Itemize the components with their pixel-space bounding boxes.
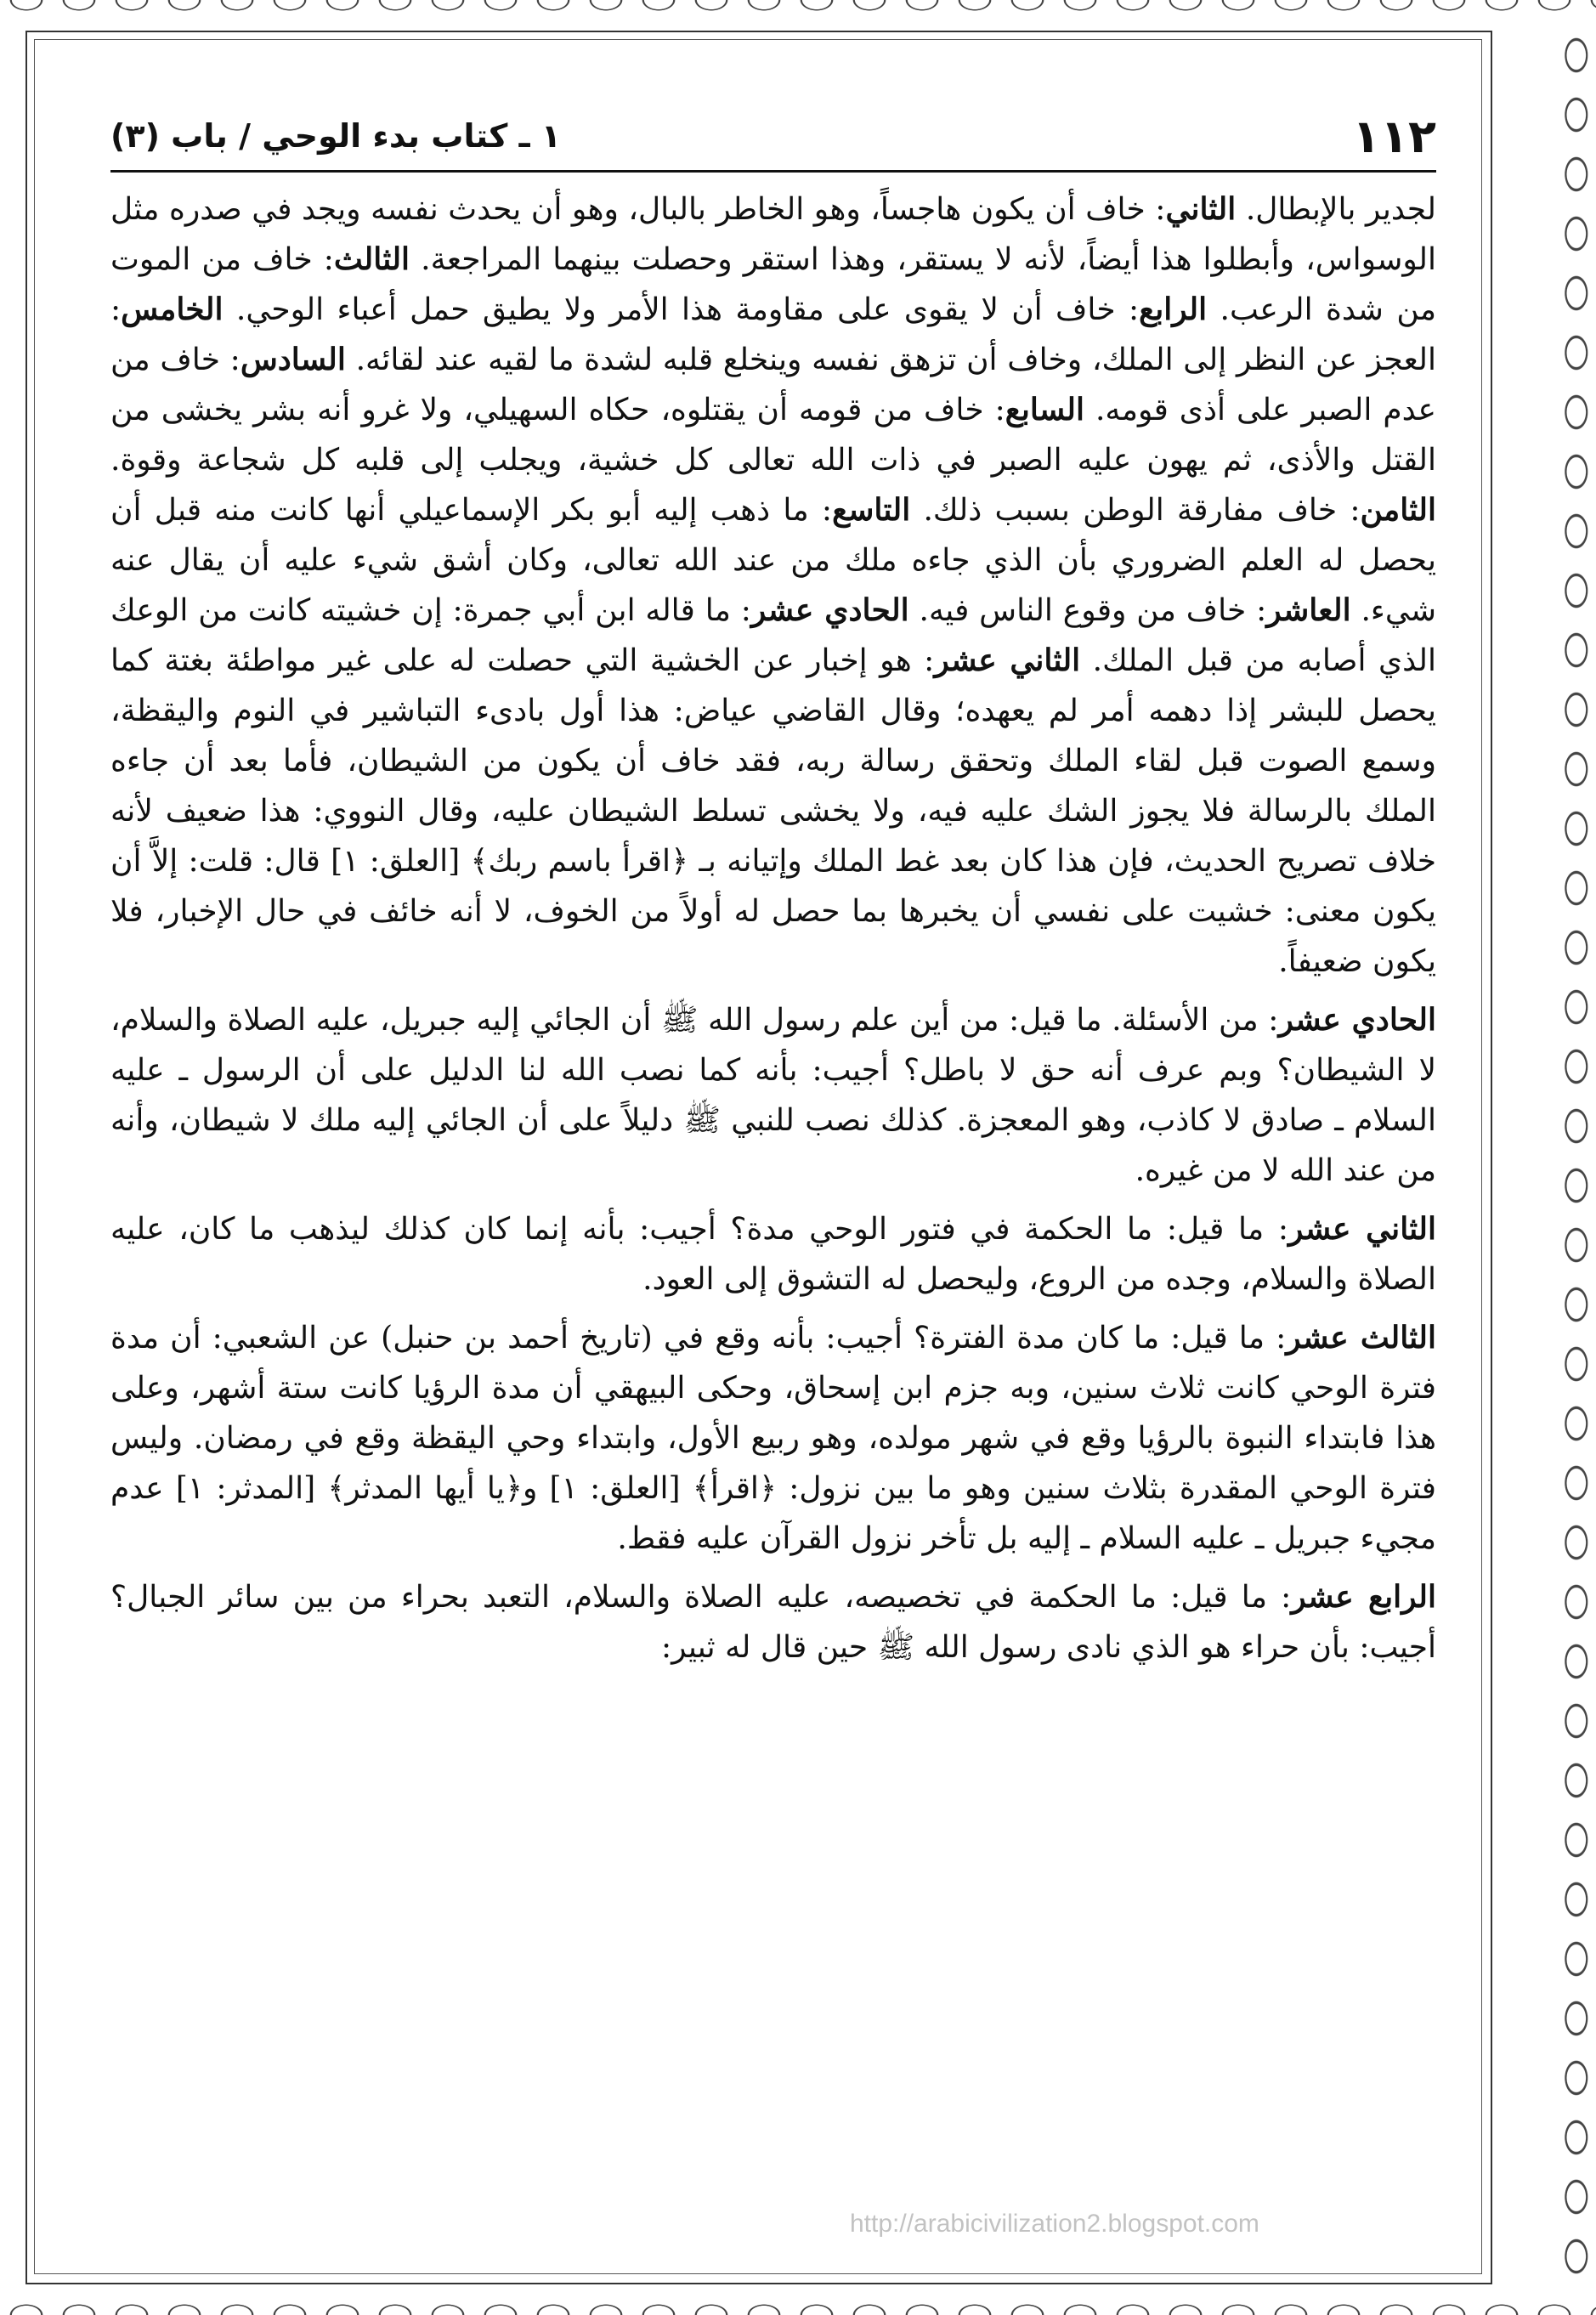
body-text (110, 184, 1436, 1673)
paragraph-text: : خاف أن لا يقوى على مقاومة هذا الأمر ولا يطيق حمل أعباء الوحي. (223, 292, 1140, 327)
section-heading: الثامن (1360, 492, 1436, 528)
paragraph (110, 1572, 1436, 1673)
top-border-ornament (0, 0, 1596, 29)
section-heading: الرابع عشر (1291, 1579, 1436, 1615)
page-number: ١١٢ (1352, 109, 1436, 163)
section-heading: الثالث عشر (1286, 1320, 1436, 1356)
paragraph-text: : خاف من الموت من شدة الرعب. (110, 242, 1437, 327)
right-border-ornament (1547, 25, 1596, 2286)
paragraph-text: : خاف من عدم الصبر على أذى قومه. (110, 342, 1437, 427)
section-heading: السادس (240, 342, 346, 377)
paragraph (110, 1313, 1436, 1564)
paragraph-text: : خاف مفارقة الوطن بسبب ذلك. (910, 493, 1361, 528)
running-title: ١ ـ كتاب بدء الوحي / باب (٣) (110, 117, 562, 155)
book-page (110, 102, 1436, 2261)
paragraph-text: : ما ذهب إليه أبو بكر الإسماعيلي أنها كانت منه قبل أن يحصل له العلم الضروري بأن الذي جاءه ملك من عند الله تعالى، وكان أشق شيء عليه أن يقال عنه شيء. (110, 493, 1436, 628)
paragraph-text: : ما قيل: ما الحكمة في فتور الوحي مدة؟ أجيب: بأنه إنما كان كذلك ليذهب ما كان، عليه الصلاة والسلام، وجده من الروع، وليحصل له التشوق إلى العود. (110, 1212, 1436, 1297)
section-heading: الثاني عشر (1288, 1211, 1436, 1247)
paragraph-text: : العجز عن النظر إلى الملك، وخاف أن تزهق نفسه وينخلع قلبه لشدة ما لقيه عند لقائه. (110, 292, 1436, 377)
paragraph-text: : ما قاله ابن أبي جمرة: إن خشيته كانت من الوعك الذي أصابه من قبل الملك. (110, 593, 1436, 678)
section-heading: الحادي عشر (1278, 1002, 1436, 1038)
section-heading: الخامس (121, 291, 224, 327)
paragraph-text: : ما قيل: ما كان مدة الفترة؟ أجيب: بأنه وقع في (تاريخ أحمد بن حنبل) عن الشعبي: أن مدة فترة الوحي كانت ثلاث سنين، وبه جزم ابن إسحاق، وحكى البيهقي أن مدة الرؤيا كانت ستة أشهر، وعلى هذا فابتداء النبوة بالرؤيا وقع في شهر مولده، وهو ربيع الأول، وابتداء وحي اليقظة وقع في رمضان. وليس فترة الوحي المقدرة بثلاث سنين وهو ما بين نزول: ﴿اقرأ﴾ [العلق: ١] و﴿يا أيها المدثر﴾ [المدثر: ١] عدم مجيء جبريل ـ عليه السلام ـ إليه بل تأخر نزول القرآن عليه فقط. (110, 1321, 1436, 1556)
paragraph-text: : ما قيل: ما الحكمة في تخصيصه، عليه الصلاة والسلام، التعبد بحراء من بين سائر الجبال؟ أجيب: بأن حراء هو الذي نادى رسول الله ﷺ حين قال له ثبير: (110, 1580, 1436, 1665)
paragraph-text: : خاف من قومه أن يقتلوه، حكاه السهيلي، ولا غرو أنه بشر يخشى من القتل والأذى، ثم يهون عليه الصبر في ذات الله تعالى كل خشية، ويجلب إلى قلبه كل شجاعة وقوة. (110, 393, 1436, 478)
paragraph (110, 995, 1436, 1196)
section-heading: الثاني عشر (934, 642, 1081, 678)
section-heading: الحادي عشر (750, 592, 909, 628)
section-heading: التاسع (832, 492, 911, 528)
paragraph-text: : هو إخبار عن الخشية التي حصلت له على غير مواطئة بغتة كما يحصل للبشر إذا دهمه أمر لم يعهده؛ وقال القاضي عياض: هذا أول بادىء التباشير في النوم واليقظة، وسمع الصوت قبل لقاء الملك وتحقق رسالة ربه، فقد خاف أن يكون من الشيطان، فأما بعد أن جاءه الملك بالرسالة فلا يجوز الشك عليه فيه، ولا يخشى تسلط الشيطان عليه، وقال النووي: هذا ضعيف لأنه خلاف تصريح الحديث، فإن هذا كان بعد غط الملك وإتيانه بـ ﴿اقرأ باسم ربك﴾ [العلق: ١] قال: قلت: إلاَّ أن يكون معنى: خشيت على نفسي أن يخبرها بما حصل له أولاً من الخوف، لا أنه خائف في حال الإخبار، فلا يكون ضعيفاً. (110, 643, 1437, 979)
section-heading: السابع (1005, 392, 1084, 427)
section-heading: العاشر (1266, 592, 1351, 628)
paragraph (110, 184, 1436, 987)
paragraph-text: : خاف من وقوع الناس فيه. (908, 593, 1267, 628)
section-heading: الرابع (1139, 291, 1208, 327)
paragraph (110, 1204, 1436, 1305)
page-header (110, 102, 1436, 173)
bottom-border-ornament (0, 2286, 1596, 2315)
section-heading: الثالث (333, 241, 410, 277)
watermark-url: http://arabicivilization2.blogspot.com (850, 2210, 1259, 2238)
paragraph-text: : من الأسئلة. ما قيل: من أين علم رسول الله ﷺ أن الجائي إليه جبريل، عليه الصلاة والسلام، لا الشيطان؟ وبم عرف أنه حق لا باطل؟ أجيب: بأنه كما نصب الله لنا الدليل على أن الرسول ـ عليه السلام ـ صادق لا كاذب، وهو المعجزة. كذلك نصب للنبي ﷺ دليلاً على أن الجائي إليه ملك لا شيطان، وأنه من عند الله لا من غيره. (110, 1003, 1436, 1188)
section-heading: الثاني (1165, 191, 1237, 227)
paragraph-text: : خاف أن يكون هاجساً، وهو الخاطر بالبال، وهو أن يحدث نفسه ويجد في صدره مثل الوسواس، وأبطلوا هذا أيضاً، لأنه لا يستقر، وهذا استقر وحصلت بينهما المراجعة. (110, 192, 1436, 277)
paragraph-text: لجدير بالإبطال. (1236, 192, 1436, 227)
